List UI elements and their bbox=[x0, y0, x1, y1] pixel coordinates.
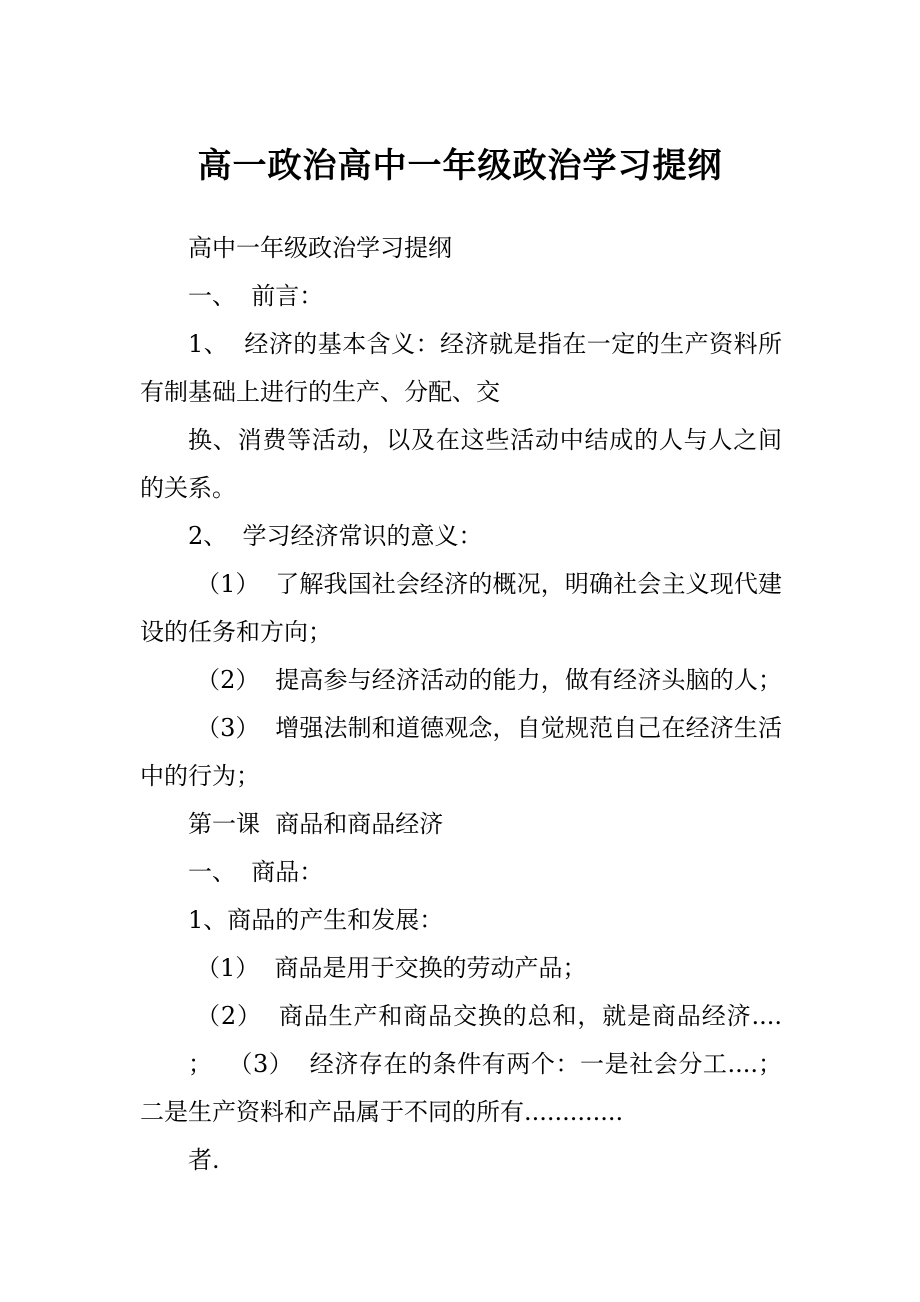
paragraph-line: 中的行为； bbox=[140, 762, 260, 790]
paragraph-line: （3） 增强法制和道德观念，自觉规范自己在经济生活 bbox=[196, 714, 782, 742]
paragraph-line: （1） 商品是用于交换的劳动产品； bbox=[196, 954, 587, 982]
paragraph-line: 二是生产资料和产品属于不同的所有............. bbox=[140, 1098, 624, 1126]
document-title: 高一政治高中一年级政治学习提纲 bbox=[197, 146, 723, 186]
paragraph-line: （1） 了解我国社会经济的概况，明确社会主义现代建 bbox=[196, 570, 782, 598]
chapter-heading: 第一课 商品和商品经济 bbox=[188, 810, 444, 838]
paragraph-line: 有制基础上进行的生产、分配、交 bbox=[140, 378, 500, 406]
subtitle-line: 高中一年级政治学习提纲 bbox=[188, 234, 452, 262]
paragraph-line: （2） 商品生产和商品交换的总和，就是商品经济.... bbox=[196, 1002, 782, 1030]
paragraph-line: 的关系。 bbox=[140, 474, 236, 502]
paragraph-line: 1、商品的产生和发展： bbox=[188, 906, 444, 934]
paragraph-line: ； （3） 经济存在的条件有两个：一是社会分工....； bbox=[188, 1050, 782, 1078]
paragraph-line: （2） 提高参与经济活动的能力，做有经济头脑的人； bbox=[196, 666, 782, 694]
section-heading-commodity: 一、 商品： bbox=[188, 858, 324, 886]
paragraph-line: 换、消费等活动，以及在这些活动中结成的人与人之间 bbox=[188, 426, 782, 454]
paragraph-line: 1、 经济的基本含义：经济就是指在一定的生产资料所 bbox=[188, 330, 782, 358]
paragraph-line: 设的任务和方向； bbox=[140, 618, 332, 646]
paragraph-line: 2、 学习经济常识的意义： bbox=[188, 522, 483, 550]
section-heading-preface: 一、 前言： bbox=[188, 282, 324, 310]
paragraph-line: 者. bbox=[188, 1146, 220, 1174]
